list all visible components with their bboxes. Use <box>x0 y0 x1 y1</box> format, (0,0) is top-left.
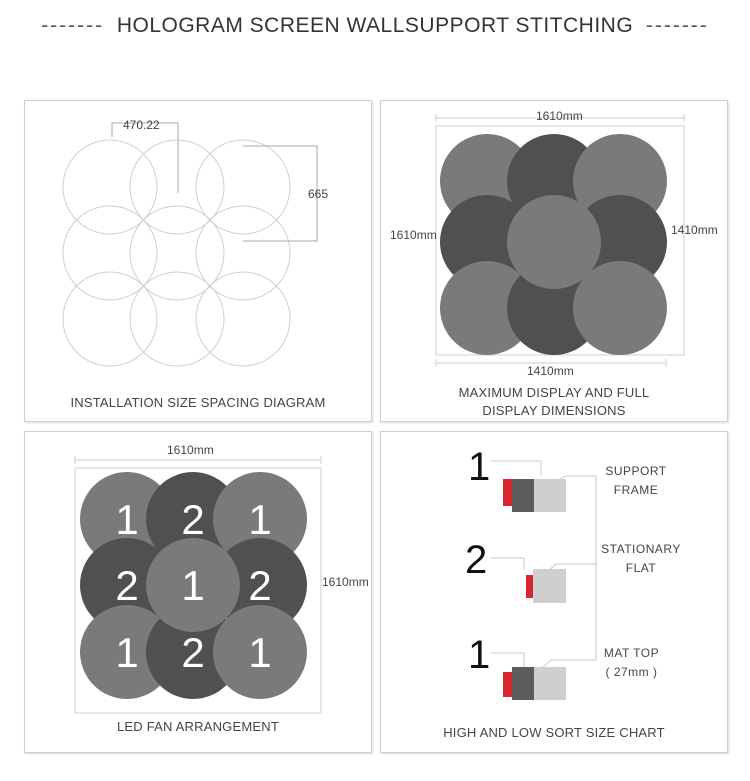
fan-arrangement-drawing <box>25 432 371 752</box>
fan-right-label: 1610mm <box>322 575 369 589</box>
fan-num-2: 2 <box>181 496 205 543</box>
fan-num-8: 2 <box>181 629 205 676</box>
sort-row2-number: 2 <box>465 538 488 582</box>
spacing-diagram-panel <box>24 100 372 422</box>
fan-arrangement-panel <box>24 431 372 753</box>
sort-row3-label <box>594 644 669 682</box>
dimensions-caption-line1: MAXIMUM DISPLAY AND FULL <box>458 385 650 400</box>
sort-row2-line1: STATIONARY <box>601 542 681 556</box>
title-dashes-left: ------- <box>41 14 105 37</box>
sort-row1-label <box>591 462 681 500</box>
dim-top-label: 1610mm <box>536 109 583 123</box>
fan-num-1: 1 <box>115 496 139 543</box>
sort-chart-panel <box>380 431 728 753</box>
spacing-height-label: 665 <box>308 187 329 201</box>
sort-caption: HIGH AND LOW SORT SIZE CHART <box>443 725 665 740</box>
fan-num-7: 1 <box>115 629 139 676</box>
fan-caption: LED FAN ARRANGEMENT <box>117 719 279 734</box>
fan-num-3: 1 <box>248 496 272 543</box>
sort-row1-number: 1 <box>468 445 491 489</box>
sort-row1-line1: SUPPORT <box>605 464 667 478</box>
dim-right-label: 1410mm <box>671 223 718 237</box>
fan-num-5: 1 <box>181 562 205 609</box>
fan-top-label: 1610mm <box>167 443 214 457</box>
sort-row3-number: 1 <box>468 633 491 677</box>
title-text: HOLOGRAM SCREEN WALLSUPPORT STITCHING <box>116 14 634 37</box>
spacing-caption: INSTALLATION SIZE SPACING DIAGRAM <box>70 395 326 410</box>
spacing-width-label: 470.22 <box>123 118 160 132</box>
dimensions-caption-line2: DISPLAY DIMENSIONS <box>482 403 626 418</box>
sort-row1-line2: FRAME <box>613 483 659 497</box>
sort-row2-label <box>591 540 691 578</box>
page-title <box>0 14 750 38</box>
sort-row3-line1: MAT TOP <box>603 646 660 660</box>
spacing-diagram-drawing <box>25 101 371 421</box>
dimensions-panel <box>380 100 728 422</box>
fan-num-9: 1 <box>248 629 272 676</box>
title-dashes-right: ------- <box>645 14 709 37</box>
dim-left-label: 1610mm <box>390 228 437 242</box>
sort-row3-line2: ( 27mm ) <box>605 665 658 679</box>
sort-row2-line2: FLAT <box>625 561 657 575</box>
dim-bottom-label: 1410mm <box>527 364 574 378</box>
fan-num-4: 2 <box>115 562 139 609</box>
dimensions-caption <box>381 384 727 420</box>
fan-num-6: 2 <box>248 562 272 609</box>
